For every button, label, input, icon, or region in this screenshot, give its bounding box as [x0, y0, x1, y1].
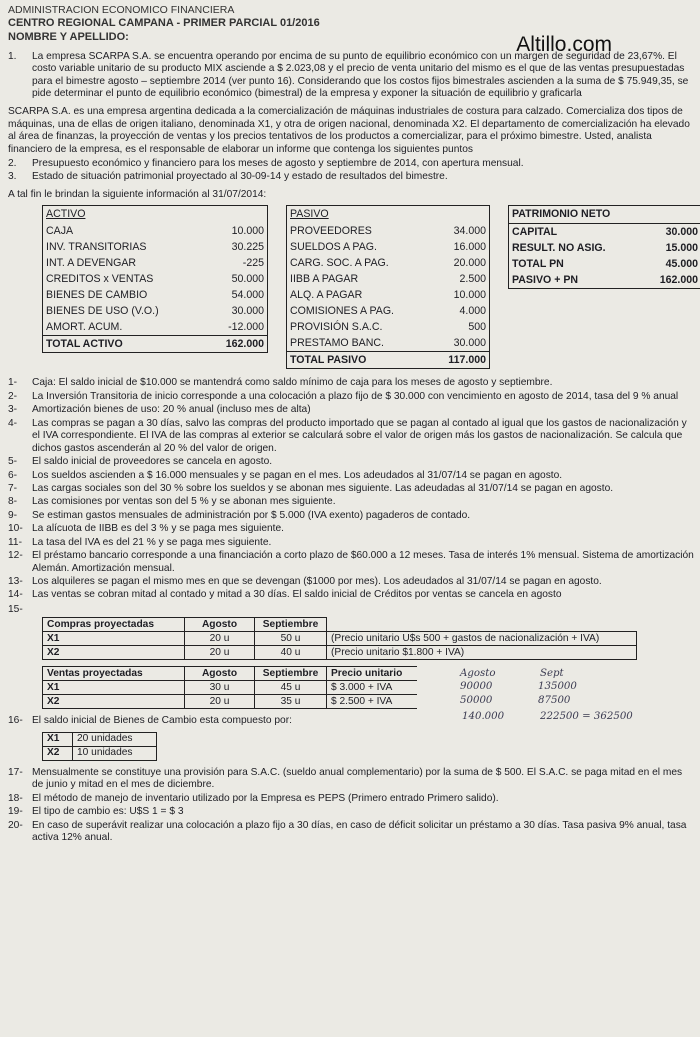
- item-number: 16-: [8, 715, 23, 727]
- patrimonio-row-name: RESULT. NO ASIG.: [512, 241, 606, 254]
- compras-agosto: 20 u: [185, 646, 255, 660]
- item-text: En caso de superávit realizar una colocación a plazo fijo a 30 días, en caso de déficit solicitar un préstamo a 30 días. Tasa pasiva 9% anual, tasa activa 12% anual.: [32, 819, 687, 843]
- ventas-septiembre: 35 u: [255, 695, 327, 709]
- activo-row-name: INT. A DEVENGAR: [46, 256, 137, 269]
- items-end-list: [8, 767, 694, 845]
- item-number: 6-: [8, 469, 18, 481]
- pasivo-row: [287, 271, 489, 287]
- ventas-header: Septiembre: [255, 667, 327, 681]
- numbered-item: [8, 820, 694, 845]
- pasivo-row-name: COMISIONES A PAG.: [290, 305, 395, 317]
- bienes-product: X2: [43, 746, 73, 760]
- activo-total-row: [43, 335, 267, 352]
- item-text: Caja: El saldo inicial de $10.000 se mantendrá como saldo mínimo de caja para los meses de agosto y septiembre.: [32, 377, 553, 389]
- pasivo-box: [286, 205, 490, 369]
- task-item: [8, 158, 694, 170]
- activo-row-value: -225: [242, 256, 264, 269]
- pasivo-row: [287, 319, 489, 335]
- activo-row: [43, 303, 267, 319]
- pasivo-row-value: 20.000: [453, 256, 486, 269]
- activo-row-name: BIENES DE USO (V.O.): [46, 305, 159, 317]
- numbered-item: [8, 576, 694, 588]
- activo-row: [43, 223, 267, 239]
- pasivo-row-value: 30.000: [453, 337, 486, 350]
- hand-note: 87500: [538, 695, 571, 707]
- item-text: La tasa del IVA es del 21 % y se paga mes siguiente.: [32, 536, 272, 548]
- numbered-item: [8, 510, 694, 522]
- header-line-1: ADMINISTRACION ECONOMICO FINANCIERA: [8, 4, 235, 16]
- ventas-price: $ 3.000 + IVA: [327, 681, 417, 695]
- pasivo-row-value: 2.500: [459, 272, 486, 285]
- item-number: 12-: [8, 550, 23, 562]
- item-text: Las comisiones por ventas son del 5 % y se abonan mes siguiente.: [32, 496, 336, 508]
- pasivo-row-value: 4.000: [459, 305, 486, 317]
- header-line-3: NOMBRE Y APELLIDO:: [8, 30, 129, 43]
- pasivo-row-name: PROVEEDORES: [290, 224, 372, 237]
- activo-row: [43, 239, 267, 255]
- item-text: Las cargas sociales son del 30 % sobre los sueldos y se abonan mes siguiente. Las adeudadas al 31/07/14 se pagan en agosto.: [32, 482, 614, 494]
- item-text: Amortización bienes de uso: 20 % anual (incluso mes de alta): [32, 404, 311, 416]
- pasivo-row-name: ALQ. A PAGAR: [290, 288, 363, 301]
- item-number: 1-: [8, 377, 18, 389]
- item-text: El saldo inicial de Bienes de Cambio esta compuesto por:: [32, 715, 292, 727]
- item-number: 15-: [8, 603, 23, 615]
- item-number: 10-: [8, 523, 23, 535]
- activo-row: [43, 287, 267, 303]
- item-number: 1.: [8, 50, 17, 62]
- patrimonio-row-value: 45.000: [665, 257, 698, 270]
- ventas-agosto: 30 u: [185, 681, 255, 695]
- activo-row-value: -12.000: [228, 321, 264, 334]
- ventas-septiembre: 45 u: [255, 681, 327, 695]
- numbered-item: [8, 793, 694, 805]
- bienes-table: [42, 732, 157, 761]
- item-text: El saldo inicial de proveedores se cancela en agosto.: [32, 456, 273, 468]
- ventas-product: X1: [43, 681, 185, 695]
- item-number: 14-: [8, 589, 23, 601]
- activo-row-name: CREDITOS x VENTAS: [46, 272, 154, 285]
- scenario-text: SCARPA S.A. es una empresa argentina dedicada a la comercialización de máquinas industriales de costura para calzado. Comercializa dos tipos de máquinas, una de ellas de origen italiano, denominada X1, y otra de origen nacional, denominada X2. El departamento de comercialización ha elevado al área de finanzas, la proyección de ventas y los precios tentativos de los productos a comercializar, para el próximo bimestre. Usted, analista financiero de la empresa, es el responsable de elaborar un informe que contenga los siguientes puntos: [8, 106, 690, 155]
- activo-row: [43, 255, 267, 271]
- item-number: 2.: [8, 158, 17, 170]
- compras-septiembre: 40 u: [255, 646, 327, 660]
- pasivo-row-name: SUELDOS A PAG.: [290, 240, 377, 253]
- bienes-row: [43, 732, 157, 746]
- bienes-units: 10 unidades: [73, 746, 157, 760]
- item-text: El método de manejo de inventario utilizado por la Empresa es PEPS (Primero entrado Primero salido).: [32, 792, 499, 804]
- item-text: Estado de situación patrimonial proyectado al 30-09-14 y estado de resultados del bimestre.: [32, 170, 448, 182]
- numbered-item: [8, 537, 694, 549]
- ventas-price: $ 2.500 + IVA: [327, 695, 417, 709]
- activo-row-name: AMORT. ACUM.: [46, 321, 123, 334]
- numbered-item: [8, 806, 694, 818]
- compras-header: Compras proyectadas: [43, 618, 185, 632]
- patrimonio-row-value: 30.000: [665, 225, 698, 238]
- activo-row-value: 30.000: [231, 305, 264, 317]
- pasivo-row: [287, 287, 489, 303]
- activo-row: [43, 319, 267, 335]
- numbered-item: [8, 550, 694, 575]
- header-line-2: CENTRO REGIONAL CAMPANA - PRIMER PARCIAL 01/2016: [8, 17, 320, 30]
- item-text: La Inversión Transitoria de inicio corresponde a una colocación a plazo fijo de $ 30.000 con vencimiento en agosto de 2014, tasa del 9 % anual: [32, 390, 679, 402]
- item-number: 3.: [8, 170, 17, 182]
- numbered-item: [8, 483, 694, 495]
- activo-row-name: BIENES DE CAMBIO: [46, 288, 148, 301]
- patrimonio-row: [509, 256, 700, 272]
- activo-box: [42, 205, 268, 353]
- activo-title: ACTIVO: [46, 208, 86, 221]
- ventas-agosto: 20 u: [185, 695, 255, 709]
- numbered-item: [8, 496, 694, 508]
- numbered-item: [8, 523, 694, 535]
- numbered-item: [8, 589, 694, 601]
- activo-row-value: 30.225: [231, 240, 264, 253]
- numbered-item: [8, 418, 694, 455]
- item-number: 9-: [8, 509, 18, 521]
- compras-header: Septiembre: [255, 618, 327, 632]
- item-text: Los alquileres se pagan el mismo mes en que se devengan ($1000 por mes). Los adeudados al 31/07/14 se pagan en agosto.: [32, 576, 602, 587]
- item-number: 2-: [8, 390, 18, 402]
- bienes-row: [43, 746, 157, 760]
- pasivo-row-value: 500: [468, 321, 486, 334]
- info-line: A tal fin le brindan la siguiente información al 31/07/2014:: [8, 189, 267, 200]
- item-number: 3-: [8, 404, 18, 416]
- hand-note: 90000: [460, 681, 493, 693]
- item-text: La empresa SCARPA S.A. se encuentra operando por encima de su punto de equilibrio económico con un margen de seguridad de 23,67%. El costo variable unitario de su producto MIX asciende a $ 2.023,08 y el precio de venta unitario del mismo es el que de las ventas presupuestadas para el bimestre agosto – septiembre 2014 (ver punto 16). Considerando que los costos fijos bimestrales ascienden a la suma de $ 75.949,35, se pide determinar el punto de equilibrio económico (bimestral) de la empresa y exponer la situación de equilibrio y graficarla: [32, 50, 689, 99]
- patrimonio-box: [508, 205, 700, 288]
- patrimonio-row-name: PASIVO + PN: [512, 273, 579, 286]
- numbered-item: [8, 767, 694, 792]
- patrimonio-row-value: 15.000: [665, 241, 698, 254]
- item-number: 18-: [8, 792, 23, 804]
- activo-row-name: CAJA: [46, 224, 74, 237]
- task-item: [8, 171, 694, 183]
- activo-row-value: 54.000: [231, 288, 264, 301]
- ventas-row: [43, 695, 417, 709]
- numbered-item: [8, 391, 694, 403]
- patrimonio-row-value: 162.000: [659, 273, 698, 286]
- items-list: [8, 377, 694, 601]
- patrimonio-title: PATRIMONIO NETO: [509, 206, 700, 223]
- compras-note: (Precio unitario $1.800 + IVA): [327, 646, 637, 660]
- numbered-item: [8, 377, 694, 389]
- item-number: 17-: [8, 766, 23, 778]
- hand-note: 135000: [538, 681, 577, 693]
- patrimonio-row: [509, 272, 700, 288]
- compras-row: [43, 646, 637, 660]
- item-text: Mensualmente se constituye una provisión para S.A.C. (sueldo anual complementario) por la suma de $ 500. El S.A.C. se paga mitad en el mes de junio y mitad en el mes de diciembre.: [32, 766, 683, 791]
- ventas-header-row: [43, 667, 417, 681]
- pasivo-row-name: PRESTAMO BANC.: [290, 337, 384, 350]
- item-number: 13-: [8, 576, 23, 587]
- item-text: Se estiman gastos mensuales de administración por $ 5.000 (IVA exento) pagaderos de contado.: [32, 509, 471, 521]
- pasivo-row: [287, 335, 489, 351]
- patrimonio-row: [509, 224, 700, 240]
- patrimonio-row: [509, 240, 700, 256]
- activo-row-value: 10.000: [231, 224, 264, 237]
- patrimonio-row-name: CAPITAL: [512, 225, 558, 238]
- hand-note: Agosto: [460, 668, 496, 680]
- activo-row: [43, 271, 267, 287]
- pasivo-row-value: 34.000: [453, 224, 486, 237]
- numbered-item: [8, 456, 694, 468]
- pasivo-row: [287, 303, 489, 319]
- bienes-product: X1: [43, 732, 73, 746]
- pasivo-row-value: 16.000: [453, 240, 486, 253]
- ventas-product: X2: [43, 695, 185, 709]
- compras-header-row: [43, 618, 637, 632]
- item-text: Las ventas se cobran mitad al contado y mitad a 30 días. El saldo inicial de Créditos por ventas se cancela en agosto: [32, 589, 562, 601]
- bienes-units: 20 unidades: [73, 732, 157, 746]
- item-text: El préstamo bancario corresponde a una financiación a corto plazo de $60.000 a 12 meses. Tasa de interés 1% mensual. Sistema de amortización Alemán. Amortización mensual.: [32, 550, 694, 574]
- ventas-header: Precio unitario: [327, 667, 417, 681]
- pasivo-row: [287, 255, 489, 271]
- compras-agosto: 20 u: [185, 632, 255, 646]
- balance-sheet: [8, 203, 698, 375]
- item-text: La alícuota de IIBB es del 3 % y se paga mes siguiente.: [32, 523, 285, 535]
- item-number: 8-: [8, 496, 18, 508]
- ventas-table: [42, 666, 417, 709]
- compras-table: [42, 617, 637, 660]
- hand-note: 222500 = 362500: [540, 711, 633, 723]
- compras-header: Agosto: [185, 618, 255, 632]
- pasivo-row: [287, 239, 489, 255]
- compras-row: [43, 632, 637, 646]
- numbered-item: [8, 470, 694, 482]
- watermark-logo: Altillo.com: [516, 33, 612, 56]
- item-number: 20-: [8, 819, 23, 831]
- pasivo-total-row: [287, 351, 489, 368]
- item-text: Los sueldos ascienden a $ 16.000 mensuales y se pagan en el mes. Los adeudados al 31/07/14 se pagan en agosto.: [32, 469, 563, 481]
- pasivo-total-value: 117.000: [448, 354, 486, 367]
- ventas-row: [43, 681, 417, 695]
- pasivo-total-label: TOTAL PASIVO: [290, 354, 367, 367]
- compras-product: X2: [43, 646, 185, 660]
- activo-total-value: 162.000: [225, 338, 264, 351]
- item-number: 7-: [8, 482, 18, 494]
- activo-row-value: 50.000: [231, 272, 264, 285]
- pasivo-row-name: PROVISIÓN S.A.C.: [290, 321, 383, 334]
- hand-note: Sept: [540, 668, 564, 680]
- hand-note: 50000: [460, 695, 493, 707]
- numbered-item: [8, 404, 694, 416]
- pasivo-row-value: 10.000: [453, 288, 486, 301]
- item-number: 11-: [8, 536, 22, 548]
- item-number: 5-: [8, 456, 18, 468]
- pasivo-row: [287, 223, 489, 239]
- compras-septiembre: 50 u: [255, 632, 327, 646]
- item-number: 4-: [8, 417, 18, 429]
- item-15: [8, 604, 694, 616]
- pasivo-row-name: CARG. SOC. A PAG.: [290, 256, 389, 269]
- ventas-header: Ventas proyectadas: [43, 667, 185, 681]
- ventas-header: Agosto: [185, 667, 255, 681]
- compras-note: (Precio unitario U$s 500 + gastos de nacionalización + IVA): [327, 632, 637, 646]
- patrimonio-row-name: TOTAL PN: [512, 257, 564, 270]
- item-text: Presupuesto económico y financiero para los meses de agosto y septiembre de 2014, con apertura mensual.: [32, 158, 524, 170]
- activo-total-label: TOTAL ACTIVO: [46, 338, 123, 351]
- item-text: El tipo de cambio es: U$S 1 = $ 3: [32, 806, 184, 818]
- item-number: 19-: [8, 806, 23, 818]
- pasivo-row-name: IIBB A PAGAR: [290, 272, 359, 285]
- compras-product: X1: [43, 632, 185, 646]
- intro-item: [8, 51, 694, 101]
- activo-row-name: INV. TRANSITORIAS: [46, 240, 147, 253]
- hand-note: 140.000: [462, 711, 505, 723]
- pasivo-title: PASIVO: [290, 208, 329, 221]
- item-text: Las compras se pagan a 30 días, salvo las compras del producto importado que se pagan al contado al igual que los gastos de nacionalización y el IVA correspondiente. El IVA de las compras al exterior se calculará sobre el valor de origen más los gastos de nacionalización. Se calcula que dichos gastos ascenderán al 20 % del valor de origen.: [32, 417, 687, 454]
